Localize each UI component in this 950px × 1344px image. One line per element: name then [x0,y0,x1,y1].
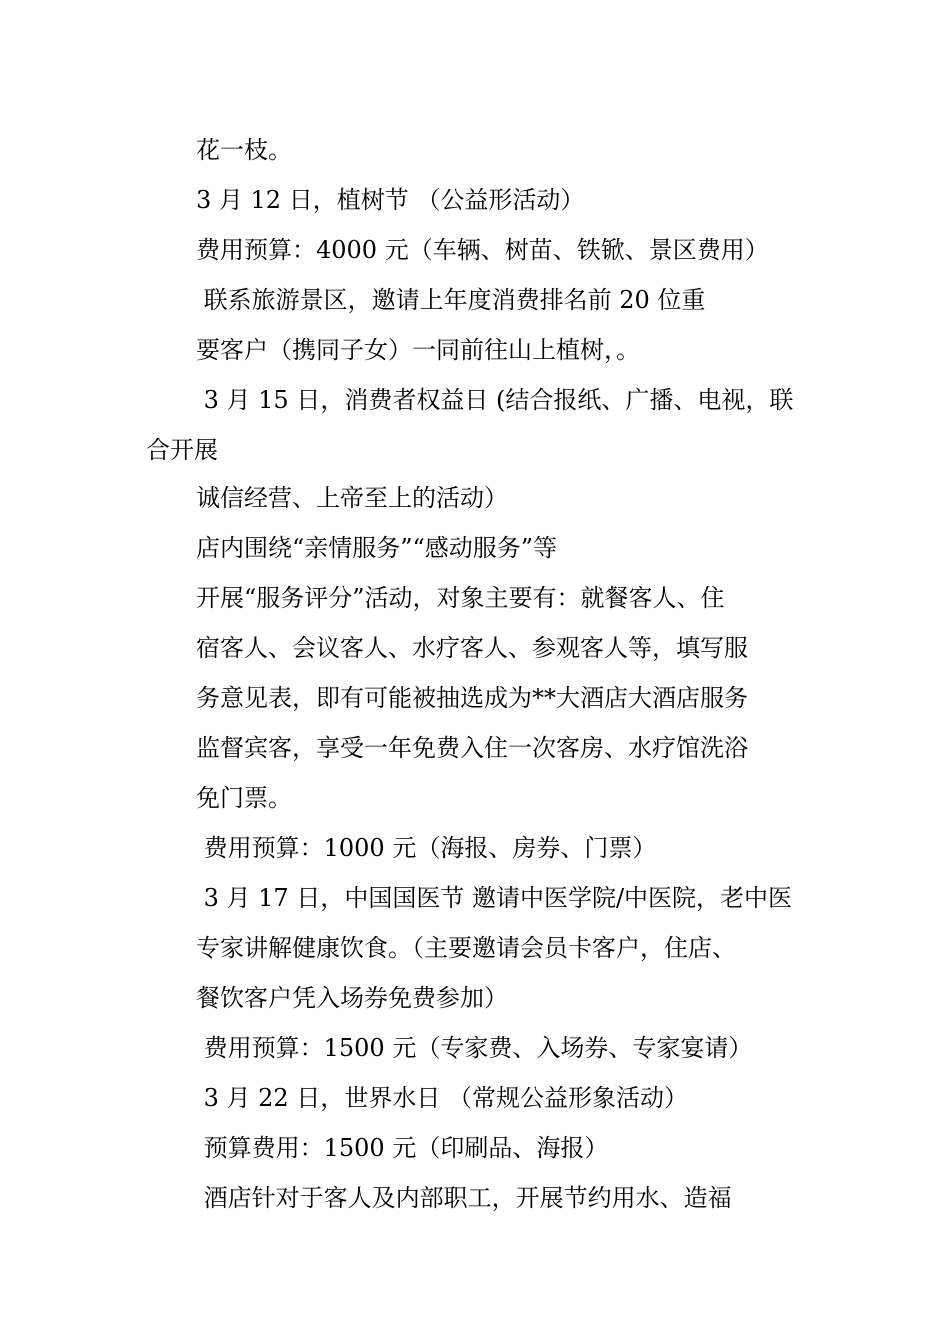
text-line: 酒店针对于客人及内部职工，开展节约用水、造福 [196,1184,732,1212]
text-line: 费用预算：1000 元（海报、房券、门票） [196,834,657,862]
text-line: 店内围绕“亲情服务”“感动服务”等 [196,534,558,562]
text-line: 3 月 22 日，世界水日 （常规公益形象活动） [196,1084,688,1112]
text-line: 费用预算：1500 元（专家费、入场券、专家宴请） [196,1034,753,1062]
text-line: 3 月 17 日，中国国医节 邀请中医学院/中医院，老中医 [196,884,793,912]
text-line: 宿客人、会议客人、水疗客人、参观客人等，填写服 [196,634,748,662]
text-line: 诚信经营、上帝至上的活动） [196,484,508,512]
text-line: 免门票。 [196,784,292,812]
text-line: 开展“服务评分”活动，对象主要有：就餐客人、住 [196,584,725,612]
text-line: 联系旅游景区，邀请上年度消费排名前 20 位重 [196,286,706,314]
text-line: 费用预算：4000 元（车辆、树苗、铁锨、景区费用） [196,236,769,264]
text-line: 餐饮客户凭入场券免费参加） [196,984,508,1012]
text-line: 3 月 15 日，消费者权益日 (结合报纸、广播、电视，联 [196,386,794,414]
text-line: 专家讲解健康饮食。（主要邀请会员卡客户，住店、 [196,934,736,962]
text-line: 预算费用：1500 元（印刷品、海报） [196,1134,609,1162]
text-line: 3 月 12 日，植树节 （公益形活动） [196,186,585,214]
text-line: 要客户（携同子女）一同前往山上植树，。 [196,336,640,364]
text-line: 合开展 [146,436,218,464]
text-line: 花一枝。 [196,136,292,164]
text-line: 务意见表，即有可能被抽选成为**大酒店大酒店服务 [196,684,748,712]
text-line: 监督宾客，享受一年免费入住一次客房、水疗馆洗浴 [196,734,748,762]
